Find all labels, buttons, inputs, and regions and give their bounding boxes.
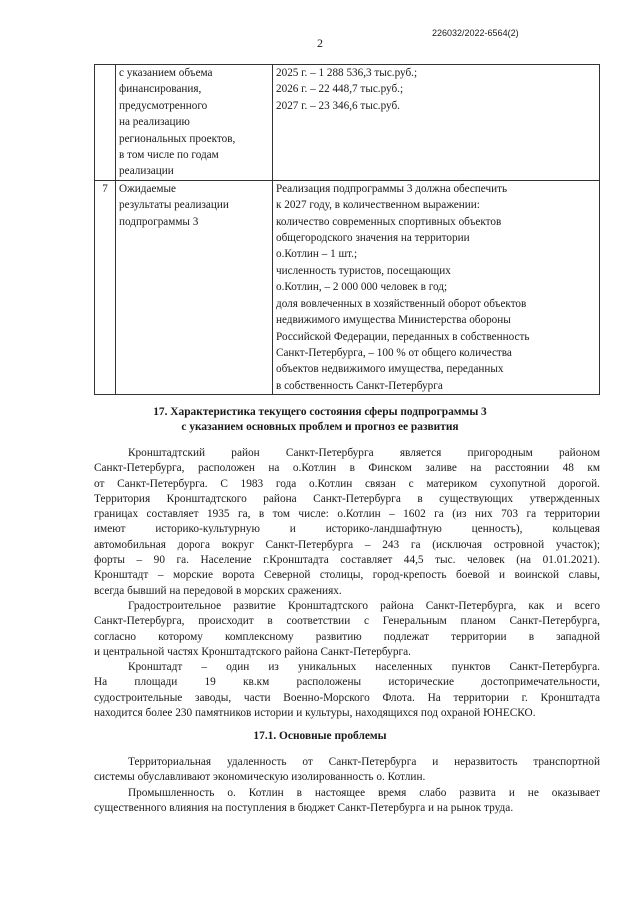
label-line: финансирования, xyxy=(119,83,202,96)
text-line: Кронштадт – морские ворота Северной столицы, город-крепость боевой и воинской славы, xyxy=(94,569,600,582)
text-line: Кронштадтский район Санкт-Петербурга является пригородным районом xyxy=(128,447,600,459)
text-line: имеют историко-культурную и историко-ландшафтную ценность), кольцевая xyxy=(94,523,600,536)
value-line: Российской Федерации, переданных в собственность xyxy=(276,330,530,343)
row-number xyxy=(95,65,116,181)
text-line: от Санкт-Петербурга. С 1983 года о.Котлин связан с материком сухопутной дорогой. xyxy=(94,477,600,490)
paragraph xyxy=(94,599,600,660)
paragraph xyxy=(94,446,600,599)
text-line: Территория Кронштадтского района Санкт-Петербурга в существующих утвержденных xyxy=(94,492,600,505)
title-line: с указанием основных проблем и прогноз ее развития xyxy=(181,421,459,433)
text-line: судостроительные заводы, части Военно-Морского Флота. На территории г. Кронштадта xyxy=(94,691,600,704)
value-line: 2027 г. – 23 346,6 тыс.руб. xyxy=(276,99,400,112)
label-line: на реализацию xyxy=(119,116,190,129)
text-line: автомобильная дорога вокруг Санкт-Петербурга – 243 га (исключая островной участок); xyxy=(94,538,600,551)
program-passport-table xyxy=(94,64,600,395)
text-line: Промышленность о. Котлин в настоящее время слабо развита и не оказывает xyxy=(128,787,600,799)
value-line: количество современных спортивных объектов xyxy=(276,215,502,228)
row-value xyxy=(273,65,600,181)
text-line: Территориальная удаленность от Санкт-Петербурга и неразвитость транспортной xyxy=(128,756,600,768)
value-line: недвижимого имущества Министерства обороны xyxy=(276,314,511,327)
text-line: Кронштадт – один из уникальных населенных пунктов Санкт-Петербурга. xyxy=(128,661,600,673)
paragraph xyxy=(94,660,600,721)
text-line: существенного влияния на поступления в бюджет Санкт-Петербурга и на рынок труда. xyxy=(94,802,514,815)
value-line: Реализация подпрограммы 3 должна обеспечить xyxy=(276,182,508,195)
text-line: всегда бывший на передовой в морских сражениях. xyxy=(94,584,342,597)
page-number: 2 xyxy=(317,36,323,50)
row-number: 7 xyxy=(95,180,116,394)
value-line: общегородского значения на территории xyxy=(276,232,470,245)
section-17-1-title: 17.1. Основные проблемы xyxy=(253,730,387,742)
value-line: о.Котлин – 1 шт.; xyxy=(276,248,358,261)
text-line: согласно которому комплексному развитию подлежат территории в западной xyxy=(94,630,600,643)
table-row xyxy=(95,65,600,181)
label-line: с указанием объема xyxy=(119,67,213,79)
paragraph xyxy=(94,786,600,817)
label-line: результаты реализации xyxy=(119,199,229,212)
paragraph xyxy=(94,755,600,786)
text-line: Градостроительное развитие Кронштадтского района Санкт-Петербурга, как и всего xyxy=(128,600,600,612)
label-line: подпрограммы 3 xyxy=(119,215,199,228)
value-line: 2026 г. – 22 448,7 тыс.руб.; xyxy=(276,83,404,96)
value-line: в собственность Санкт-Петербурга xyxy=(276,379,443,392)
document-code: 226032/2022-6564(2) xyxy=(432,28,519,38)
value-line: Санкт-Петербурга, – 100 % от общего количества xyxy=(276,346,512,359)
value-line: численность туристов, посещающих xyxy=(276,264,451,277)
row-label xyxy=(116,65,273,181)
label-line: предусмотренного xyxy=(119,99,208,112)
label-line: Ожидаемые xyxy=(119,182,176,195)
text-line: На площади 19 кв.км расположены исторические достопримечательности, xyxy=(94,676,600,689)
text-line: системы обуславливают экономическую изолированность о. Котлин. xyxy=(94,771,426,784)
row-label xyxy=(116,180,273,394)
text-line: границах составляет 1935 га, в том числе: о.Котлин – 1602 га (из них 703 га территории xyxy=(94,508,600,521)
value-line: к 2027 году, в количественном выражении: xyxy=(276,199,480,212)
label-line: региональных проектов, xyxy=(119,132,236,145)
value-line: о.Котлин, – 2 000 000 человек в год; xyxy=(276,281,448,294)
text-line: Санкт-Петербурга, происходит в соответствии с Генеральным планом Санкт-Петербурга, xyxy=(94,615,600,628)
label-line: в том числе по годам xyxy=(119,149,219,162)
section-17-title xyxy=(0,405,640,435)
text-line: Санкт-Петербурга, расположен на о.Котлин в Финском заливе на расстоянии 48 км xyxy=(94,462,600,475)
table-row xyxy=(95,180,600,394)
text-line: находится более 230 памятников истории и культуры, находящихся под охраной ЮНЕСКО. xyxy=(94,706,536,719)
text-line: и центральной частях Кронштадтского района Санкт-Петербурга. xyxy=(94,645,411,658)
title-line: 17. Характеристика текущего состояния сферы подпрограммы 3 xyxy=(153,406,487,418)
value-line: объектов недвижимого имущества, переданных xyxy=(276,363,504,376)
value-line: 2025 г. – 1 288 536,3 тыс.руб.; xyxy=(276,67,418,79)
value-line: доля вовлеченных в хозяйственный оборот объектов xyxy=(276,297,527,310)
text-line: форты – 90 га. Население г.Кронштадта составляет 44,5 тыс. человек (на 01.01.2021). xyxy=(94,554,600,567)
row-value xyxy=(273,180,600,394)
label-line: реализации xyxy=(119,165,174,178)
